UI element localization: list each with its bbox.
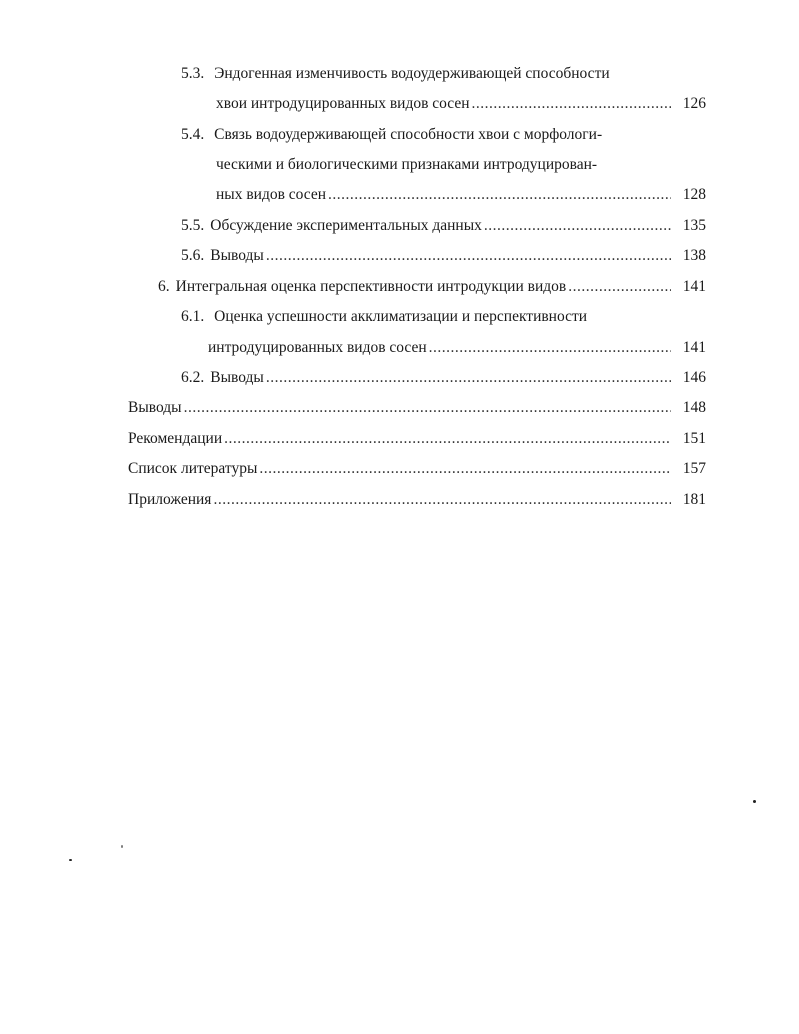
toc-title: Выводы: [210, 247, 264, 264]
toc-title: Приложения: [128, 491, 212, 508]
scan-speck: [121, 845, 123, 848]
dot-leader: [429, 338, 671, 358]
dot-leader: [259, 459, 670, 479]
page-number: 141: [682, 278, 706, 295]
dot-leader: [568, 277, 671, 297]
toc-entry-5-6[interactable]: [181, 246, 706, 266]
toc-title: Список литературы: [128, 460, 258, 477]
dot-leader: [224, 429, 671, 449]
toc-entry-conclusions[interactable]: [128, 398, 706, 418]
page-number: 135: [682, 217, 706, 234]
page-number: 151: [682, 430, 706, 447]
toc-entry-references[interactable]: [128, 459, 706, 479]
toc-number: 6.2.: [181, 369, 205, 386]
toc-title: Интегральная оценка перспективности интродукции видов: [175, 278, 567, 295]
page-number: 181: [682, 491, 706, 508]
toc-title: интродуцированных видов сосен: [208, 339, 427, 356]
toc-number: 6.1.: [181, 308, 205, 325]
toc-entry-6-2[interactable]: [181, 368, 706, 388]
toc-title: ных видов сосен: [216, 186, 327, 203]
dot-leader: [484, 216, 671, 236]
toc-number: 5.3.: [181, 65, 205, 82]
toc-entry-6[interactable]: [158, 277, 706, 297]
toc-number: 5.4.: [181, 126, 205, 143]
toc-entry-6-1-line2[interactable]: [208, 338, 706, 358]
toc-entry-5-4-line1: [181, 125, 602, 145]
toc-entry-appendices[interactable]: [128, 490, 706, 510]
page-number: 141: [682, 339, 706, 356]
toc-entry-5-3-line1: [181, 64, 610, 84]
page-number: 126: [682, 95, 706, 112]
toc-title: Связь водоудерживающей способности хвои с морфологи-: [214, 126, 603, 143]
toc-title: Эндогенная изменчивость водоудерживающей способности: [214, 65, 610, 82]
toc-entry-5-4-line2: [216, 155, 597, 175]
toc-number: 5.5.: [181, 217, 205, 234]
toc-title: Выводы: [210, 369, 264, 386]
scan-speck: [69, 859, 72, 861]
toc-title: Выводы: [128, 399, 182, 416]
toc-entry-recommendations[interactable]: [128, 429, 706, 449]
dot-leader: [472, 94, 671, 114]
toc-number: 6.: [158, 278, 170, 295]
toc-number: 5.6.: [181, 247, 205, 264]
toc-title: Обсуждение экспериментальных данных: [210, 217, 482, 234]
page-number: 146: [682, 369, 706, 386]
toc-title: Оценка успешности акклиматизации и перспективности: [214, 308, 588, 325]
page-number: 157: [682, 460, 706, 477]
page-number: 148: [682, 399, 706, 416]
toc-title: Рекомендации: [128, 430, 223, 447]
dot-leader: [266, 246, 671, 266]
toc-entry-5-4-line3[interactable]: [216, 185, 706, 205]
page-number: 128: [682, 186, 706, 203]
dot-leader: [184, 398, 671, 418]
toc-entry-5-3-line2[interactable]: [216, 94, 706, 114]
toc-entry-5-5[interactable]: [181, 216, 706, 236]
dot-leader: [328, 185, 671, 205]
scan-speck: [753, 800, 756, 803]
page-number: 138: [682, 247, 706, 264]
toc-title: хвои интродуцированных видов сосен: [216, 95, 470, 112]
dot-leader: [266, 368, 671, 388]
dot-leader: [213, 490, 670, 510]
toc-entry-6-1-line1: [181, 307, 587, 327]
toc-title: ческими и биологическими признаками интродуцирован-: [216, 156, 598, 173]
